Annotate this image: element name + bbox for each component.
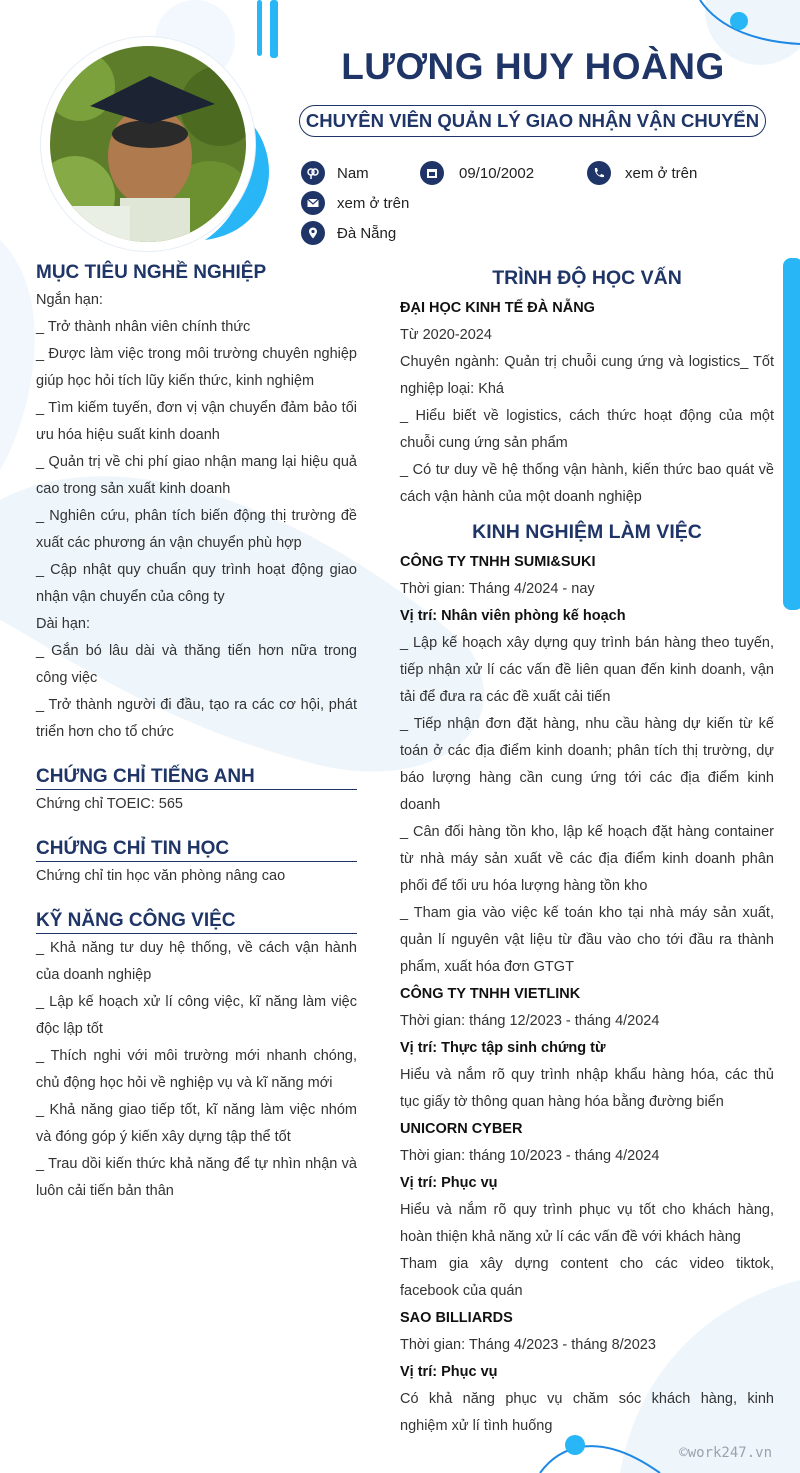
text-line: Thời gian: tháng 12/2023 - tháng 4/2024 [400,1013,660,1029]
text-line: nhận vận chuyển của công ty [36,589,225,605]
position-line: Vị trí: Phục vụ [400,1175,498,1191]
skills-heading: KỸ NĂNG CÔNG VIỆC [36,910,357,934]
text-line: của doanh nghiệp [36,967,152,983]
contact-birthday [420,161,534,185]
text-line: phối để tối ưu hóa lượng hàng tồn kho [400,878,648,894]
mail-icon [301,191,325,215]
watermark: ©work247.vn [679,1445,772,1461]
text-line: chủ động học hỏi về nghiệp vụ và kĩ năng mới [36,1075,333,1091]
education-heading: TRÌNH ĐỘ HỌC VẤN [492,267,682,289]
text-line: Hiểu và nắm rõ quy trình phục vụ tốt cho khách hàng, [400,1202,774,1218]
english-cert-content [36,791,357,818]
text-line: từ nhà máy sản xuất về các địa điểm kinh doanh phân [400,851,774,867]
email-value: xem ở trên [337,194,410,212]
text-line: nghiệp loại: Khá [400,381,504,397]
company-name: CÔNG TY TNHH SUMI&SUKI [400,554,596,570]
text-line: cách vận hành của một doanh nghiệp [400,489,642,505]
location-pin-icon [301,221,325,245]
text-line: Tham gia xây dựng content cho các video tiktok, [400,1256,774,1272]
text-line: tục giấy tờ thông quan hàng hóa bằng đường biển [400,1094,724,1110]
text-line: _ Hiểu biết về logistics, cách thức hoạt động của một [400,408,774,424]
text-line: xuất các phương án vận chuyển phù hợp [36,535,302,551]
text-line: công việc [36,670,98,686]
text-line: hoàn thiện khả năng xử lí các vấn đề với khách hàng [400,1229,741,1245]
text-line: giúp học hỏi tích lũy kiến thức, kinh nghiệm [36,373,315,389]
text-line: Thời gian: tháng 10/2023 - tháng 4/2024 [400,1148,660,1164]
text-line: Có khả năng phục vụ chăm sóc khách hàng, kinh [400,1391,774,1407]
school-name: ĐẠI HỌC KINH TẾ ĐÀ NẴNG [400,300,595,316]
it-cert-heading: CHỨNG CHỈ TIN HỌC [36,838,357,862]
accent-bar [257,0,262,56]
text-line: _ Trở thành người đi đầu, tạo ra các cơ hội, phát [36,697,357,713]
calendar-icon [420,161,444,185]
text-line: luôn cải tiến bản thân [36,1183,174,1199]
text-line: quản lí nguyên vật liệu từ đầu vào cho tới đầu ra thành [400,932,774,948]
it-cert-content [36,863,357,890]
text-line: _ Khả năng giao tiếp tốt, kĩ năng làm việc nhóm [36,1102,357,1118]
text-line: phẩm, xuất hóa đơn GTGT [400,959,574,975]
text-line: Ngắn hạn: [36,292,103,308]
text-line: báo lượng hàng cần cung ứng tới các địa điểm kinh [400,770,774,786]
text-line: _ Nghiên cứu, phân tích biến động thị trường đề [36,508,357,524]
position-line: Vị trí: Phục vụ [400,1364,498,1380]
objective-content [36,287,357,746]
text-line: _ Có tư duy về hệ thống vận hành, kiến thức bao quát về [400,462,774,478]
avatar [50,46,246,242]
company-name: UNICORN CYBER [400,1121,523,1137]
text-line: ưu hóa hiệu suất kinh doanh [36,427,220,443]
text-line: tiếp nhận xử lí các vấn đề liên quan đến kinh doanh, vận [400,662,774,678]
job-title: CHUYÊN VIÊN QUẢN LÝ GIAO NHẬN VẬN CHUYỂN [299,105,766,137]
text-line: Dài hạn: [36,616,91,632]
company-name: CÔNG TY TNHH VIETLINK [400,986,581,1002]
text-line: toán ở các địa điểm kinh doanh; phân tích thị trường, dự [400,743,774,759]
text-line: _ Gắn bó lâu dài và thăng tiến hơn nữa trong [36,643,357,659]
text-line: _ Lập kế hoạch xây dựng quy trình bán hàng theo tuyến, [400,635,774,651]
position-line: Vị trí: Nhân viên phòng kế hoạch [400,608,626,624]
text-line: độc lập tốt [36,1021,103,1037]
text-line: Chuyên ngành: Quản trị chuỗi cung ứng và logistics_ Tốt [400,354,774,370]
phone-value: xem ở trên [625,164,698,182]
contact-gender [301,161,369,185]
text-line: Chứng chỉ TOEIC: 565 [36,796,183,812]
company-name: SAO BILLIARDS [400,1310,513,1326]
contact-email [301,191,409,215]
accent-bar [270,0,278,58]
text-line: _ Được làm việc trong môi trường chuyên nghiệp [36,346,357,362]
text-line: _ Cập nhật quy chuẩn quy trình hoạt động giao [36,562,357,578]
text-line: nghiệm xử lí tình huống [400,1418,553,1434]
text-line: _ Trở thành nhân viên chính thức [36,319,251,335]
position-line: Vị trí: Thực tập sinh chứng từ [400,1040,606,1056]
experience-content [400,549,774,1440]
text-line: _ Thích nghi với môi trường mới nhanh chóng, [36,1048,357,1064]
experience-heading: KINH NGHIỆM LÀM VIỆC [472,521,702,543]
text-line: Thời gian: Tháng 4/2024 - nay [400,581,595,597]
objective-heading: MỤC TIÊU NGHỀ NGHIỆP [36,262,267,283]
text-line: _ Tiếp nhận đơn đặt hàng, nhu cầu hàng dự kiến từ kế [400,716,774,732]
birthday-value: 09/10/2002 [459,164,535,182]
education-content [400,295,774,511]
text-line: facebook của quán [400,1283,523,1299]
phone-icon [587,161,611,185]
text-line: _ Trau dồi kiến thức khả năng để tự nhìn nhận và [36,1156,357,1172]
text-line: _ Khả năng tư duy hệ thống, về cách vận hành [36,940,357,956]
text-line: _ Lập kế hoạch xử lí công việc, kĩ năng làm việc [36,994,357,1010]
address-value: Đà Nẵng [337,224,397,242]
text-line: _ Quản trị về chi phí giao nhận mang lại hiệu quả [36,454,357,470]
skills-content [36,935,357,1205]
gender-value: Nam [337,164,369,182]
gender-icon [301,161,325,185]
text-line: cao trong sản xuất kinh doanh [36,481,231,497]
candidate-name: LƯƠNG HUY HOÀNG [341,46,725,87]
text-line: chuỗi cung ứng sản phẩm [400,435,568,451]
text-line: và đóng góp ý kiến xây dựng tập thể tốt [36,1129,291,1145]
text-line: Thời gian: Tháng 4/2023 - tháng 8/2023 [400,1337,656,1353]
text-line: Chứng chỉ tin học văn phòng nâng cao [36,868,286,884]
text-line: _ Tham gia vào việc kế toán kho tại nhà máy sản xuất, [400,905,774,921]
contact-address [301,221,396,245]
text-line: doanh [400,797,441,813]
text-line: triển hơn cho tổ chức [36,724,174,740]
text-line: _ Cân đối hàng tồn kho, lập kế hoạch đặt hàng container [400,824,774,840]
text-line: Từ 2020-2024 [400,327,492,343]
contact-phone [587,161,697,185]
text-line: _ Tìm kiếm tuyến, đơn vị vận chuyển đảm bảo tối [36,400,357,416]
text-line: Hiểu và nắm rõ quy trình nhập khẩu hàng hóa, các thủ [400,1067,774,1083]
english-cert-heading: CHỨNG CHỈ TIẾNG ANH [36,766,357,790]
text-line: tải để đưa ra các đề xuất cải tiến [400,689,611,705]
